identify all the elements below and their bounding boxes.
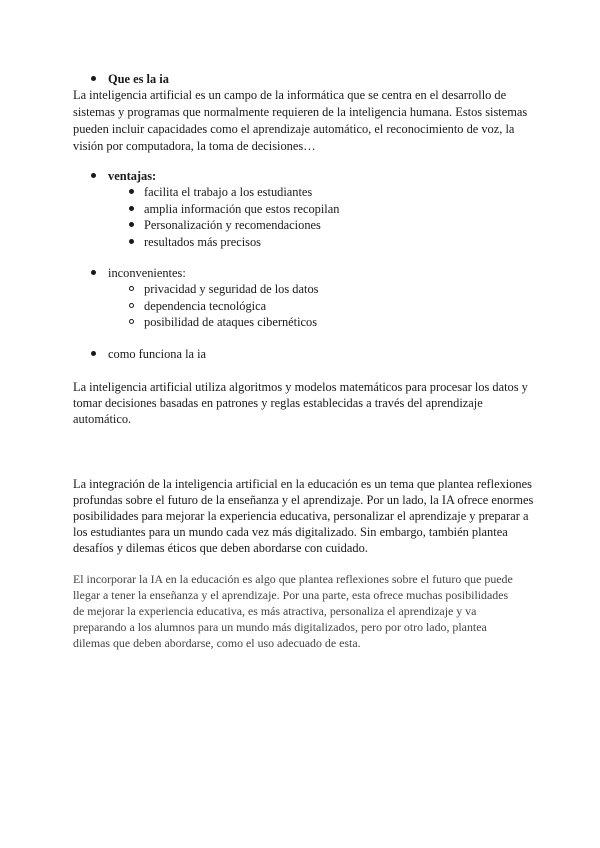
paragraph-line: de mejorar la experiencia educativa, es más atractiva, personaliza el aprendizaje y va [73,604,477,618]
bullet-icon [129,222,134,227]
bullet-icon [91,76,96,81]
paragraph-line: El incorporar la IA en la educación es algo que plantea reflexiones sobre el futuro que puede [73,572,513,586]
paragraph-line: La inteligencia artificial utiliza algoritmos y modelos matemáticos para procesar los datos y [73,380,528,394]
heading-como-funciona: como funciona la ia [108,347,207,361]
paragraph-line: preparando a los alumnos para un mundo más digitalizados, pero por otro lado, plantea [73,620,487,634]
list-item: resultados más precisos [144,235,261,249]
heading-que-es-la-ia: Que es la ia [108,72,169,86]
list-item: amplia información que estos recopilan [144,202,340,216]
paragraph-line: visión por computadora, la toma de decisiones… [73,139,316,153]
bullet-icon [91,173,96,178]
bullet-icon [91,351,96,356]
paragraph-line: sistemas y programas que normalmente requieren de la inteligencia humana. Estos sistemas [73,105,528,119]
paragraph-line: posibilidades para mejorar la experiencia educativa, personalizar el aprendizaje y preparar a [73,509,529,523]
list-item: facilita el trabajo a los estudiantes [144,185,313,199]
paragraph-line: pueden incluir capacidades como el aprendizaje automático, el reconocimiento de voz, la [73,122,515,136]
circle-bullet-icon [129,303,134,308]
heading-ventajas: ventajas: [108,169,157,183]
bullet-icon [129,239,134,244]
list-item: dependencia tecnológica [144,299,267,313]
paragraph-line: profundas sobre el futuro de la enseñanza y el aprendizaje. Por un lado, la IA ofrece enormes [73,493,534,507]
paragraph-line: automático. [73,412,132,426]
paragraph-line: llegar a tener la enseñanza y el aprendizaje. Por una parte, esta ofrece muchas posibilidades [73,588,509,602]
paragraph-line: desafíos y dilemas éticos que deben abordarse con cuidado. [73,541,368,555]
paragraph-line: tomar decisiones basadas en patrones y reglas establecidas a través del aprendizaje [73,396,483,410]
circle-bullet-icon [129,286,134,291]
paragraph-line: los estudiantes para un mundo cada vez más digitalizado. Sin embargo, también plantea [73,525,508,539]
bullet-icon [129,206,134,211]
list-item: Personalización y recomendaciones [144,218,321,232]
list-item: posibilidad de ataques cibernéticos [144,315,318,329]
list-item: privacidad y seguridad de los datos [144,282,319,296]
bullet-icon [91,270,96,275]
paragraph-line: La inteligencia artificial es un campo de la informática que se centra en el desarrollo de [73,88,507,102]
heading-inconvenientes: inconvenientes: [108,266,186,280]
paragraph-line: La integración de la inteligencia artificial en la educación es un tema que plantea reflexiones [73,477,532,491]
paragraph-line: dilemas que deben abordarse, como el uso adecuado de esta. [73,636,361,650]
circle-bullet-icon [129,319,134,324]
bullet-icon [129,189,134,194]
